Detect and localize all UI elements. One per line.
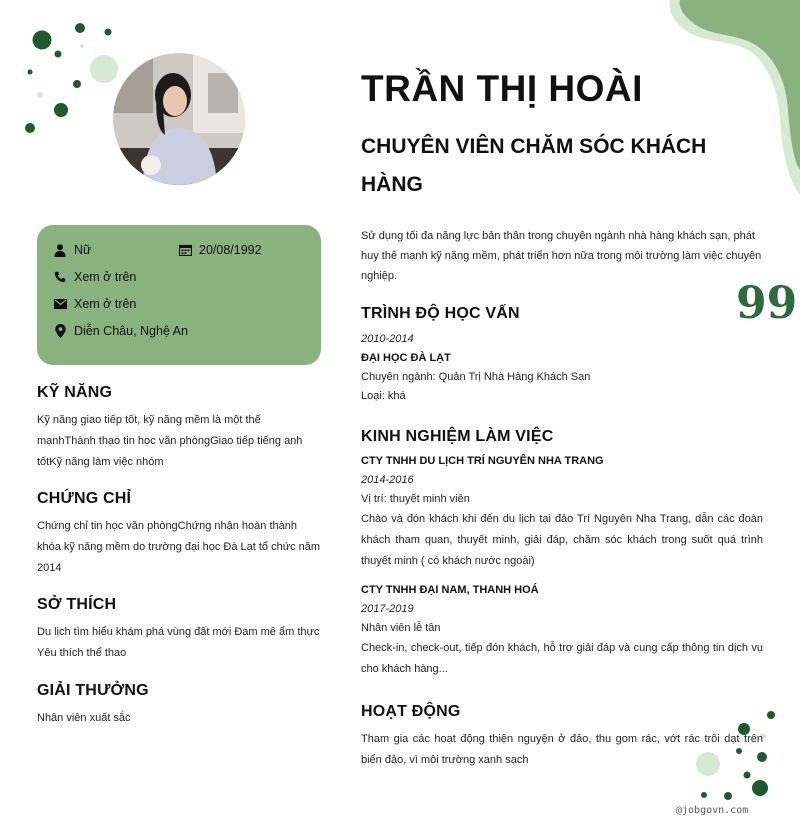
quote-mark-icon: 99 [736,278,798,329]
email-row [53,297,136,311]
contact-card [37,225,321,365]
certificates-section [37,490,321,579]
phone-icon [53,270,67,284]
skills-section [37,384,321,473]
birthday-row [178,243,262,257]
education-section [361,305,763,406]
education-grade: Loại: khá [361,390,406,402]
job-period: 2014-2016 [361,474,414,486]
experience-heading: KINH NGHIỆM LÀM VIỆC [361,428,554,445]
education-period: 2010-2014 [361,333,414,345]
person-icon [53,243,67,257]
address-value: Diễn Châu, Nghệ An [74,324,188,338]
awards-text: Nhân viên xuất sắc [37,712,131,724]
hobbies-text: Du lịch tìm hiểu khám phá vùng đất mới Đam mê ẩm thực Yêu thích thể thao [37,626,320,659]
birthday-value: 20/08/1992 [199,243,262,257]
envelope-icon [53,297,67,311]
hobbies-section [37,596,321,664]
certificates-text: Chứng chỉ tin học văn phòngChứng nhận hoàn thành khóa kỹ năng mềm do trường đại học Đà Lạt tổ chức năm 2014 [37,520,321,574]
experience-section [361,428,763,680]
education-major: Chuyên ngành: Quản Trị Nhà Hàng Khách Sạn [361,371,591,383]
job-description: Check-in, check-out, tiếp đón khách, hỗ trợ giải đáp và cung cấp thông tin dịch vụ cho khách hàng... [361,642,763,675]
job-period: 2017-2019 [361,603,414,615]
activities-heading: HOẠT ĐỘNG [361,703,461,720]
hobbies-heading: SỞ THÍCH [37,596,117,613]
phone-value: Xem ở trên [74,270,137,284]
awards-section [37,682,321,729]
education-school: ĐẠI HỌC ĐÀ LẠT [361,352,451,364]
activities-text: Tham gia các hoạt động thiện nguyện ở đảo, thu gom rác, vớt rác trôi dạt trên biển đảo, vì môi trường xanh sạch [361,733,763,766]
job-description: Chào và đón khách khi đến du lịch tại đảo Trí Nguyên Nha Trang, dẫn các đoàn khách tham quan, thuyết minh, giải đáp, chăm sóc khách trong suốt quá trình thuyết minh ( có khách nước ngoài) [361,513,763,567]
career-objective: Sử dụng tối đa năng lực bản thân trong chuyên ngành nhà hàng khách sạn, phát huy thế mạnh kỹ năng mềm, phát triển hơn nữa trong môi trường làm việc chuyên nghiệp. [361,230,762,282]
location-pin-icon [53,324,67,338]
certificates-heading: CHỨNG CHỈ [37,490,132,507]
awards-heading: GIẢI THƯỞNG [37,682,149,699]
gender-value: Nữ [74,243,92,257]
experience-job [361,452,763,572]
email-value: Xem ở trên [74,297,137,311]
profile-photo [113,53,245,185]
job-company: CTY TNHH ĐẠI NAM, THANH HOÁ [361,584,539,596]
watermark: @jobgovn.com [676,805,749,816]
gender-row [53,243,91,257]
job-title: CHUYÊN VIÊN CHĂM SÓC KHÁCH HÀNG [361,135,707,196]
experience-job [361,581,763,680]
job-company: CTY TNHH DU LỊCH TRÍ NGUYÊN NHA TRANG [361,455,604,467]
calendar-icon [178,243,192,257]
activities-section [361,703,763,771]
phone-row [53,270,136,284]
address-row [53,324,188,338]
candidate-name: TRẦN THỊ HOÀI [361,68,643,109]
job-position: Nhân viên lễ tân [361,622,441,634]
job-position: Vị trí: thuyết minh viên [361,493,470,505]
skills-heading: KỸ NĂNG [37,384,113,401]
skills-text: Kỹ năng giao tiếp tốt, kỹ năng mềm là một thế mạnhThành thạo tin học văn phòngGiao tiếp tiếng anh tốtKỹ năng làm việc nhóm [37,414,303,468]
education-heading: TRÌNH ĐỘ HỌC VẤN [361,305,520,322]
